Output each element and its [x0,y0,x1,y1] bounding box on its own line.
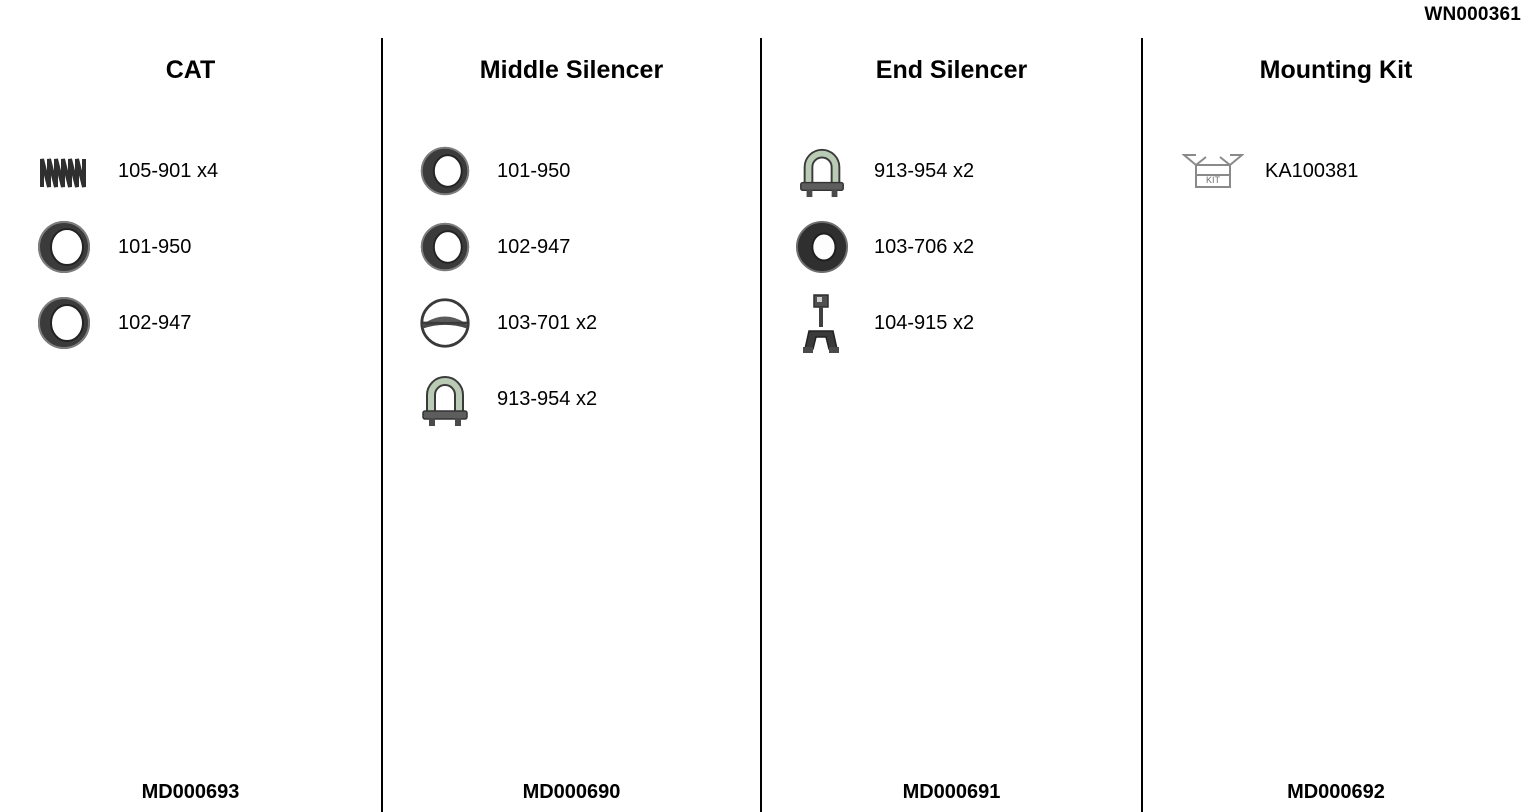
column-mounting-kit [1141,38,1529,812]
rubber-hanger-icon [413,291,477,355]
u-clamp-icon [413,367,477,431]
part-row[interactable] [383,133,760,209]
gasket-ring-icon [32,291,96,355]
gasket-ring-icon [413,215,477,279]
column-title: Middle Silencer [479,56,664,84]
part-label: 103-706 x2 [874,235,975,258]
parts-columns [0,38,1529,812]
part-row[interactable] [0,209,381,285]
gasket-ring-icon [413,139,477,203]
part-row[interactable] [383,361,760,437]
part-row[interactable] [0,133,381,209]
column-title: End Silencer [875,56,1028,84]
part-row[interactable] [0,285,381,361]
part-row[interactable] [762,209,1141,285]
part-label: 101-950 [497,159,571,182]
column-cat [0,38,381,812]
column-footer-code: MD000690 [522,781,621,803]
parts-list [383,133,760,781]
u-clamp-icon [790,139,854,203]
part-label: 104-915 x2 [874,311,975,334]
column-title: CAT [165,56,216,84]
column-footer-code: MD000692 [1287,781,1385,803]
spring-icon [32,139,96,203]
part-row[interactable] [383,285,760,361]
column-title: Mounting Kit [1259,56,1413,84]
part-label: 103-701 x2 [497,311,598,334]
parts-list [1143,133,1529,781]
part-row[interactable] [1143,133,1529,209]
column-end-silencer [760,38,1141,812]
gasket-ring-icon [32,215,96,279]
bracket-icon [790,291,854,355]
column-footer-code: MD000693 [141,781,240,803]
kit-box-icon [1181,139,1245,203]
part-label: 101-950 [118,235,192,258]
part-label: KA100381 [1265,159,1359,182]
part-label: 913-954 x2 [874,159,975,182]
column-middle-silencer [381,38,760,812]
svg-text:KIT: KIT [1205,175,1221,185]
part-row[interactable] [383,209,760,285]
part-label: 913-954 x2 [497,387,598,410]
part-label: 102-947 [118,311,192,334]
rubber-mount-ring-icon [790,215,854,279]
part-label: 105-901 x4 [118,159,219,182]
column-footer-code: MD000691 [902,781,1001,803]
part-row[interactable] [762,285,1141,361]
document-code: WN000361 [1424,4,1521,25]
part-row[interactable] [762,133,1141,209]
parts-list [0,133,381,781]
part-label: 102-947 [497,235,571,258]
parts-list [762,133,1141,781]
